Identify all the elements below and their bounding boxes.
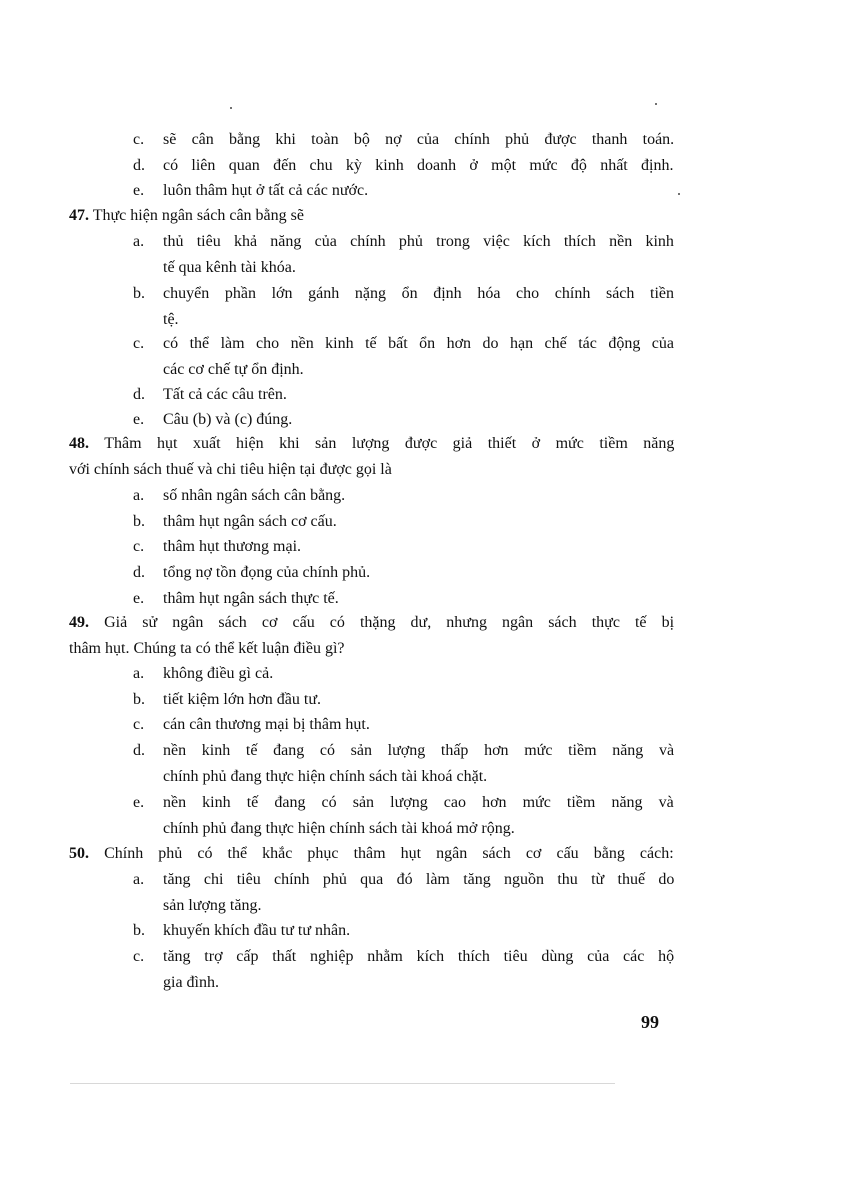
question-text-line: Thâm hụt xuất hiện khi sản lượng được giả thiết ở mức tiềm năng <box>104 435 675 452</box>
question-text-line: Giả sử ngân sách cơ cấu có thặng dư, nhưng ngân sách thực tế bị <box>104 614 675 631</box>
page-number: 99 <box>641 1012 659 1032</box>
option-text: thâm hụt ngân sách cơ cấu. <box>163 513 337 530</box>
option-letter: d. <box>133 564 145 581</box>
scan-speck <box>230 107 232 109</box>
option-text: nền kinh tế đang có sản lượng thấp hơn mức tiềm năng và <box>163 742 675 759</box>
option-letter: a. <box>133 487 145 504</box>
question-number: 47. <box>69 207 89 224</box>
question-line <box>69 845 674 863</box>
option-letter: c. <box>133 716 145 733</box>
option-letter: c. <box>133 335 145 352</box>
answer-option-line <box>133 922 350 940</box>
option-letter: d. <box>133 742 145 759</box>
answer-option-line <box>133 131 674 149</box>
option-letter: c. <box>133 538 145 555</box>
answer-option-line <box>133 335 674 353</box>
option-letter: d. <box>133 386 145 403</box>
question-line <box>69 207 304 225</box>
option-text: thâm hụt ngân sách thực tế. <box>163 590 339 607</box>
continuation-line: với chính sách thuế và chi tiêu hiện tại được gọi là <box>69 461 392 478</box>
option-text: luôn thâm hụt ở tất cả các nước. <box>163 182 369 199</box>
option-letter: b. <box>133 513 145 530</box>
question-text-line: Thực hiện ngân sách cân bằng sẽ <box>92 207 304 224</box>
question-number: 48. <box>69 435 89 452</box>
option-letter: e. <box>133 182 145 199</box>
answer-option-line <box>133 487 345 505</box>
answer-option-line <box>133 948 674 966</box>
answer-option-line <box>133 182 368 200</box>
continuation-line: thâm hụt. Chúng ta có thể kết luận điều gì? <box>69 640 345 657</box>
question-line <box>69 435 674 453</box>
answer-option-line <box>133 411 292 429</box>
option-text: khuyến khích đầu tư tư nhân. <box>163 922 351 939</box>
option-letter: c. <box>133 948 145 965</box>
option-letter: b. <box>133 285 145 302</box>
option-letter: a. <box>133 233 145 250</box>
question-number: 49. <box>69 614 89 631</box>
scan-speck <box>655 103 657 105</box>
question-number: 50. <box>69 845 89 862</box>
option-letter: b. <box>133 922 145 939</box>
option-text: không điều gì cả. <box>163 665 274 682</box>
footer-rule <box>70 1083 615 1084</box>
option-text: tăng chi tiêu chính phủ qua đó làm tăng nguồn thu từ thuế do <box>163 871 675 888</box>
option-letter: a. <box>133 871 145 888</box>
option-text: chuyển phần lớn gánh nặng ổn định hóa cho chính sách tiền <box>163 285 675 302</box>
option-text: Tất cả các câu trên. <box>163 386 287 403</box>
answer-option-line <box>133 691 321 709</box>
option-letter: a. <box>133 665 145 682</box>
answer-option-line <box>133 233 674 251</box>
answer-option-line <box>133 590 339 608</box>
option-text: Câu (b) và (c) đúng. <box>163 411 293 428</box>
answer-option-line <box>133 716 370 734</box>
answer-option-line <box>133 285 674 303</box>
continuation-line: sản lượng tăng. <box>163 897 262 914</box>
option-text: có thể làm cho nền kinh tế bất ổn hơn do hạn chế tác động của <box>163 335 674 352</box>
question-text-line: Chính phủ có thể khắc phục thâm hụt ngân sách cơ cấu bằng cách: <box>104 845 674 862</box>
option-letter: d. <box>133 157 145 174</box>
continuation-line: chính phủ đang thực hiện chính sách tài khoá mở rộng. <box>163 820 515 837</box>
option-text: thâm hụt thương mại. <box>163 538 302 555</box>
question-line <box>69 614 674 632</box>
option-text: tăng trợ cấp thất nghiệp nhằm kích thích tiêu dùng của các hộ <box>163 948 675 965</box>
option-text: nền kinh tế đang có sản lượng cao hơn mức tiềm năng và <box>163 794 674 811</box>
continuation-line: các cơ chế tự ổn định. <box>163 361 304 378</box>
option-letter: e. <box>133 411 145 428</box>
option-letter: e. <box>133 590 145 607</box>
answer-option-line <box>133 538 301 556</box>
scan-speck <box>678 193 680 195</box>
continuation-line: tế qua kênh tài khóa. <box>163 259 296 276</box>
answer-option-line <box>133 513 337 531</box>
option-text: cán cân thương mại bị thâm hụt. <box>163 716 370 733</box>
answer-option-line <box>133 794 674 812</box>
answer-option-line <box>133 665 273 683</box>
answer-option-line <box>133 742 674 760</box>
option-text: tổng nợ tồn đọng của chính phủ. <box>163 564 371 581</box>
answer-option-line <box>133 564 370 582</box>
option-text: tiết kiệm lớn hơn đầu tư. <box>163 691 322 708</box>
option-letter: c. <box>133 131 145 148</box>
answer-option-line <box>133 386 287 404</box>
continuation-line: chính phủ đang thực hiện chính sách tài khoá chặt. <box>163 768 488 785</box>
answer-option-line <box>133 157 674 175</box>
continuation-line: tệ. <box>163 311 179 328</box>
option-letter: b. <box>133 691 145 708</box>
continuation-line: gia đình. <box>163 974 219 991</box>
option-letter: e. <box>133 794 145 811</box>
option-text: sẽ cân bằng khi toàn bộ nợ của chính phủ được thanh toán. <box>163 131 675 148</box>
answer-option-line <box>133 871 674 889</box>
option-text: thủ tiêu khả năng của chính phủ trong việc kích thích nền kinh <box>163 233 674 250</box>
option-text: số nhân ngân sách cân bằng. <box>163 487 346 504</box>
option-text: có liên quan đến chu kỳ kinh doanh ở một mức độ nhất định. <box>163 157 674 174</box>
